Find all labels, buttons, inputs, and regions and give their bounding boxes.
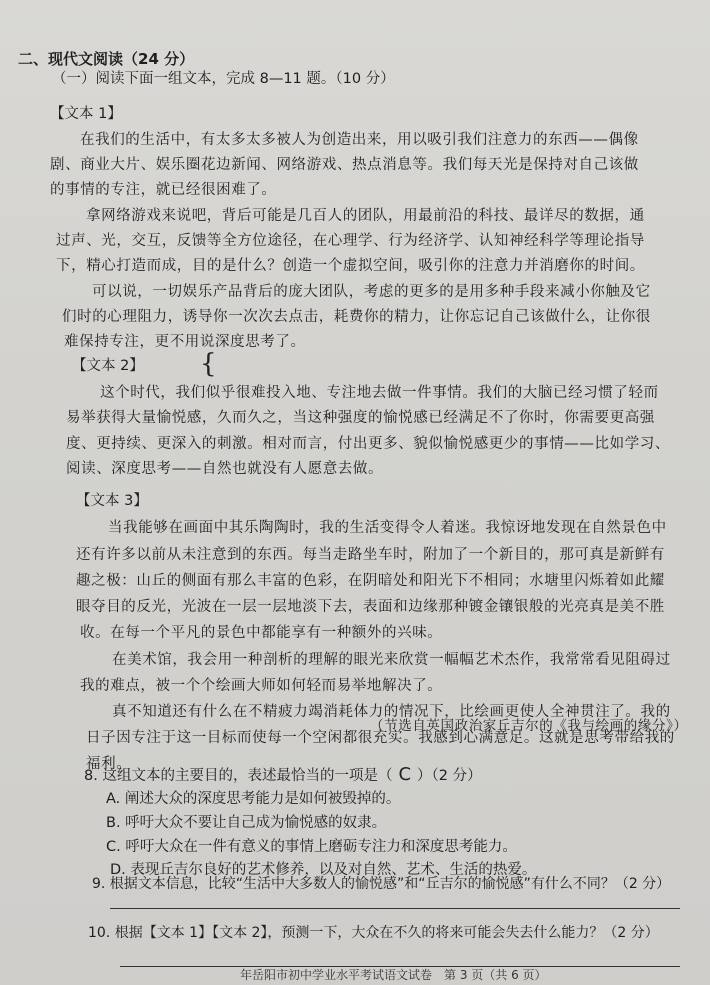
handwritten-brace-mark: {: [200, 349, 217, 379]
text1-line: 可以说，一切娱乐产品背后的庞大团队，考虑的更多的是用多种手段来减小你触及它: [92, 284, 651, 300]
text3-source: （节选自英国政治家丘吉尔的《我与绘画的缘分》）: [370, 718, 688, 734]
q8-stem: [84, 766, 482, 785]
text2-line: 度、更持续、更深入的刺激。相对而言，付出更多、貌似愉悦感更少的事情——比如学习、: [66, 436, 670, 452]
text1-line: 过声、光，交互，反馈等全方位途径，在心理学、行为经济学、认知神经科学等理论指导: [56, 233, 645, 249]
text3-line: 还有许多以前从未注意到的东西。每当走路坐车时，附加了一个新目的，那可真是新鲜有: [76, 547, 665, 563]
q8-option-c: C. 呼吁大众在一件有意义的事情上磨砺专注力和深度思考能力。: [106, 839, 517, 855]
text1-line: 在我们的生活中，有太多太多被人为创造出来，用以吸引我们注意力的东西——偶像: [80, 132, 639, 148]
q8-option-b: B. 呼吁大众不要让自己成为愉悦感的奴隶。: [106, 815, 387, 831]
text2-label: 【文本 2】: [72, 358, 144, 374]
text1-line: 拿网络游戏来说吧，背后可能是几百人的团队，用最前沿的科技、最详尽的数据，通: [86, 208, 645, 224]
text3-line: 我的难点，被一个个绘画大师如何轻而易举地解决了。: [80, 678, 443, 694]
section-subheading: （一）阅读下面一组文本，完成 8—11 题。（10 分）: [52, 71, 395, 87]
text2-line: 阅读、深度思考——自然也就没有人愿意去做。: [66, 461, 384, 477]
text3-line: 趣之极：山丘的侧面有那么丰富的色彩，在阴暗处和阳光下不相同；水塘里闪烁着如此耀: [76, 573, 665, 589]
text3-label: 【文本 3】: [76, 493, 148, 509]
q8-option-d: D. 表现丘吉尔良好的艺术修养，以及对自然、艺术、生活的热爱。: [110, 862, 537, 878]
text3-line: 当我能够在画面中其乐陶陶时，我的生活变得令人着迷。我惊讶地发现在自然景色中: [108, 520, 667, 536]
text1-line: 难保持专注，更不用说深度思考了。: [64, 334, 306, 350]
text1-line: 剧、商业大片、娱乐圈花边新闻、网络游戏、热点消息等。我们每天光是保持对自己该做: [50, 157, 639, 173]
text1-line: 下，精心打造而成，目的是什么？创造一个虚拟空间，吸引你的注意力并消磨你的时间。: [56, 258, 645, 274]
text3-line: 眼夺目的反光，光波在一层一层地淡下去，表面和边缘那种镀金镶银般的光亮真是美不胜: [76, 599, 665, 615]
page-footer: 年岳阳市初中学业水平考试语文试卷 第 3 页（共 6 页）: [240, 968, 547, 982]
text1-line: 们时的心理阻力，诱导你一次次去点击，耗费你的精力，让你忘记自己该做什么，让你很: [62, 309, 651, 325]
text3-line: 真不知道还有什么在不精疲力竭消耗体力的情况下，比绘画更使人全神贯注了。我的: [112, 704, 671, 720]
text1-line: 的事情的专注，就已经很困难了。: [50, 182, 277, 198]
q8-handwritten-answer: C: [398, 764, 412, 785]
text3-line: 日子因专注于这一目标而使每一个空闲都很充实。我感到心满意足。这就是思考带给我的: [86, 730, 675, 746]
q8-stem-end: ）（2 分）: [417, 768, 482, 784]
text3-line: 福利。: [86, 756, 132, 772]
text1-label: 【文本 1】: [50, 106, 122, 122]
text3-line: 在美术馆，我会用一种剖析的理解的眼光来欣赏一幅幅艺术杰作，我常常看见阻碍过: [112, 652, 671, 668]
section-heading: 二、现代文阅读（24 分）: [18, 50, 195, 68]
q10-text: 10. 根据【文本 1】【文本 2】，预测一下，大众在不久的将来可能会失去什么能力？（2 分）: [88, 925, 659, 941]
q8-stem-text: 8. 这组文本的主要目的，表述最恰当的一项是（: [84, 768, 393, 784]
text2-line: 这个时代，我们似乎很难投入地、专注地去做一件事情。我们的大脑已经习惯了轻而: [100, 385, 659, 401]
text3-line: 收。在每一个平凡的景色中都能享有一种额外的兴味。: [80, 625, 443, 641]
q9-text: 9. 根据文本信息，比较“生活中大多数人的愉悦感”和“丘吉尔的愉悦感”有什么不同？（2 分）: [92, 876, 671, 892]
answer-line: [110, 908, 680, 909]
text2-line: 易举获得大量愉悦感，久而久之，当这种强度的愉悦感已经满足不了你时，你需要更高强: [66, 410, 655, 426]
q8-option-a: A. 阐述大众的深度思考能力是如何被毁掉的。: [106, 791, 401, 807]
